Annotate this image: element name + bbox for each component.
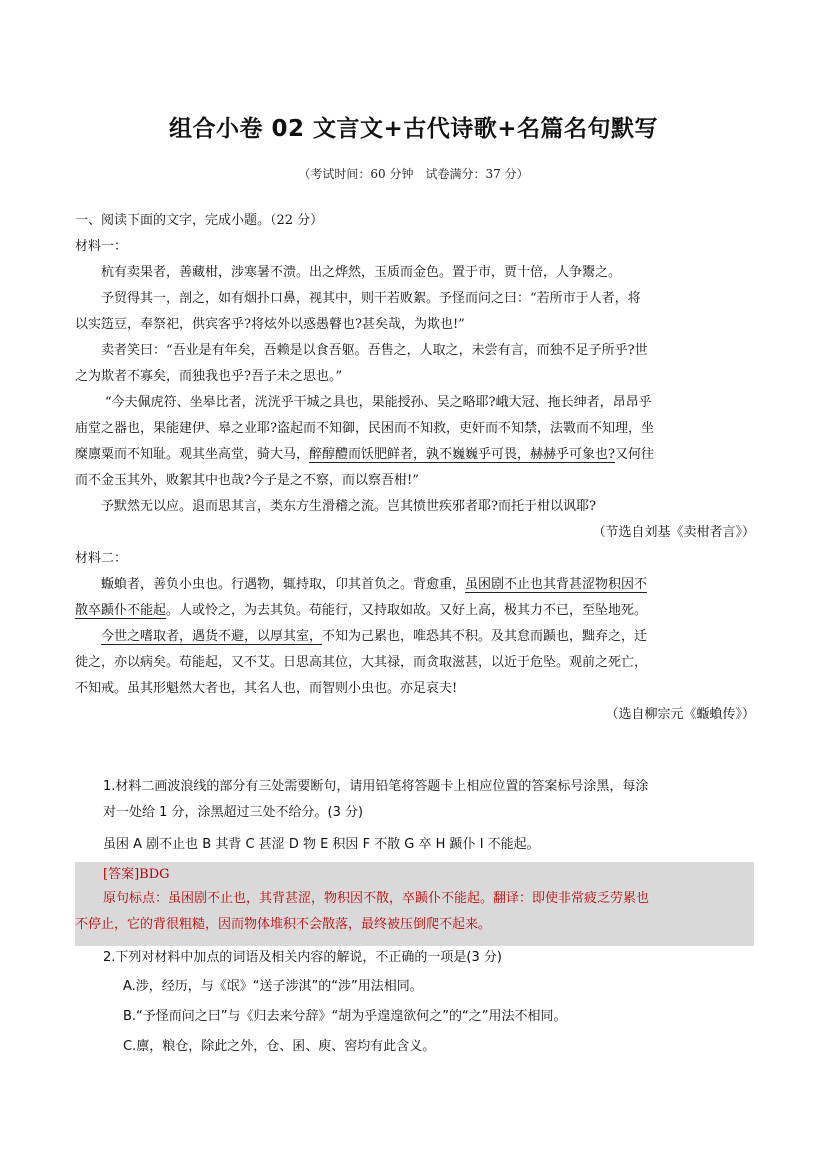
text-span: 。人或怜之，为去其负。苟能行，又持取如故。又好上高，极其力不已，至坠地死。 [166,603,648,618]
text-span: 不知为己累也，唯恐其不积。及其怠而踬也，黜弃之，迁 [322,629,648,644]
question-1-stem: 对一处给 1 分，涂黑超过三处不给分。(3 分) [103,805,364,820]
answer-explanation: 不停止，它的背很粗糙，因而物体堆积不会散落，最终被压倒爬不起来。 [75,917,492,932]
material-1-paragraph: 而不金玉其外，败絮其中也哉?今子是之不察，而以察吾柑!” [75,473,419,488]
material-2-paragraph [75,598,755,624]
text-span: 又何往 [615,447,655,462]
answer-explanation: 原句标点：虽困剧不止也，其背甚涩，物积因不散，卒踬仆不能起。翻译：即使非常疲乏劳累也 [103,891,650,906]
wavy-underlined-text: 虽困剧不止也其背甚涩物积因不 [465,577,648,592]
passage-block [75,208,755,728]
underlined-sentence: 醉醇醴而饫肥鲜者，孰不巍巍乎可畏，赫赫乎可象也? [309,447,615,462]
question-2-option-a: A.涉，经历，与《氓》“送子涉淇”的“涉”用法相同。 [123,979,423,994]
exam-info: （考试时间：60 分钟 试卷满分：37 分） [298,167,529,181]
material-1-label: 材料一： [75,239,128,254]
material-1-paragraph: 予贸得其一，剖之，如有烟扑口鼻，视其中，则干若败絮。予怪而问之曰：“若所市于人者，将 [101,291,641,306]
material-1-paragraph: 卖者笑曰：“吾业是有年矣，吾赖是以食吾躯。吾售之，人取之，未尝有言，而独不足子所乎?世 [101,343,648,358]
material-2-paragraph [75,572,755,598]
wavy-underlined-text: 散卒踬仆不能起 [75,603,167,618]
material-1-paragraph: 以实笾豆，奉祭祀，供宾客乎?将炫外以惑愚瞽也?甚矣哉，为欺也!” [75,317,465,332]
material-2-paragraph [75,624,755,650]
question-2-option-b: B.“予怪而问之曰”与《归去来兮辞》“胡为乎遑遑欲何之”的“之”用法不相同。 [123,1009,567,1024]
material-2-paragraph: 徙之，亦以病矣。苟能起，又不艾。日思高其位，大其禄，而贪取滋甚，以近于危坠。观前之死亡， [75,655,648,670]
question-1 [75,774,755,858]
material-1-source: （节选自刘基《卖柑者言》） [592,525,755,540]
page-title: 组合小卷 02 文言文+古代诗歌+名篇名句默写 [168,116,659,142]
material-2-paragraph: 不知戒。虽其形魁然大者也，其名人也，而智则小虫也。亦足哀夫! [75,681,458,696]
question-2 [75,944,755,1062]
material-2-label: 材料二： [75,551,128,566]
material-1-paragraph: “今夫佩虎符、坐皋比者，洸洸乎干城之具也，果能授孙、吴之略耶?峨大冠、拖长绅者，昂昂乎 [105,395,652,410]
material-1-paragraph: 杭有卖果者，善藏柑，涉寒暑不溃。出之烨然，玉质而金色。置于市，贾十倍，人争鬻之。 [101,265,622,280]
material-1-paragraph [75,442,755,468]
material-2-source: （选自柳宗元《蝂蝜传》） [605,707,755,722]
question-2-option-c: C.廪，粮仓，除此之外，仓、囷、庾、窖均有此含义。 [123,1039,436,1054]
answer-box [75,862,754,946]
question-1-options: 虽困 A 剧不止也 B 其背 C 甚涩 D 物 E 积因 F 不散 G 卒 H 踬仆 I 不能起。 [103,837,540,852]
text-span: 蝂蝜者，善负小虫也。行遇物，辄持取，卬其首负之。背愈重， [101,577,466,592]
question-2-stem: 2.下列对材料中加点的词语及相关内容的解说，不正确的一项是(3 分) [103,950,502,965]
answer-label: [答案]BDG [103,867,170,882]
material-1-paragraph: 庙堂之器也，果能建伊、皋之业耶?盗起而不知御，民困而不知救，吏奸而不知禁，法斁而不知理，坐 [75,421,654,436]
question-1-stem: 1.材料二画波浪线的部分有三处需要断句，请用铅笔将答题卡上相应位置的答案标号涂黑，每涂 [103,779,649,794]
text-span: 糜廪粟而不知耻。观其坐高堂，骑大马， [75,447,310,462]
section-heading: 一、阅读下面的文字，完成小题。（22 分） [75,213,324,228]
underlined-sentence: 今世之嗜取者，遇货不避，以厚其室， [101,629,323,644]
material-1-paragraph: 之为欺者不寡矣，而独我也乎?吾子未之思也。” [75,369,343,384]
material-1-paragraph: 予默然无以应。退而思其言，类东方生滑稽之流。岂其愤世疾邪者耶?而托于柑以讽耶? [101,499,596,514]
